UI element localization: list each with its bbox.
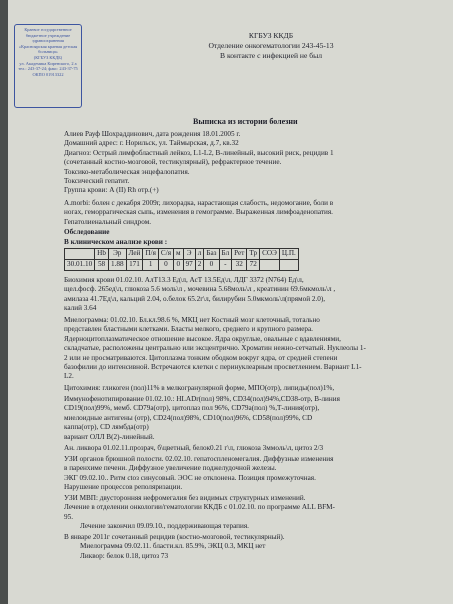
blood-test-table xyxy=(64,248,299,271)
lab-value-cell: 0 xyxy=(204,260,219,271)
myelogram-line: Миелограмма: 01.02.10. Бл.кл.98.6 %, МКЦ нет Костный мозг клеточный, тотально xyxy=(64,316,320,324)
immuno-line: CD19(пол)99%, мемб. CD79a(отр), цитоплаз пол 96%, CD79a(пол) %,Т-линия(отр), xyxy=(64,404,320,413)
contact-line: В контакте с инфекцией не был xyxy=(219,51,322,60)
org-name: КГБУЗ ККДБ xyxy=(248,31,294,40)
stamp-line: здравоохранения xyxy=(32,38,64,44)
relapse-line: В январе 2011г сочетанный рецидив (костно-мозговой, тестикулярный). xyxy=(64,533,285,541)
lab-header-cell: Баз xyxy=(204,249,219,260)
anamnesis xyxy=(64,199,436,227)
kidney-ultrasound xyxy=(64,494,436,532)
patient-line: Диагноз: Острый лимфобластный лейкоз, L1-L2, В-линейный, высокий риск, рецидив 1 xyxy=(64,148,334,157)
immuno-line: миелоидные антигены (отр), CD24(пол)98%, CD10(пол)96%, CD58(пол)99%, CD xyxy=(64,413,313,422)
patient-info xyxy=(64,130,436,196)
relapse-line: Миелограмма 09.02.11. бласти.кл. 85.9%, ЭКЦ 0.3, МКЦ нет xyxy=(80,542,266,551)
uzi-line: УЗИ органов брюшной полости. 02.02.10. гепатоспленомегалия. Диффузные изменения xyxy=(64,455,334,463)
lab-value-cell xyxy=(279,260,298,271)
anamnesis-line: ногах, геморрагическая сыпь, изменения в гемограмме. Выраженная лимфоаденопатия. xyxy=(64,208,333,217)
lab-value-cell: 97 xyxy=(183,260,195,271)
biochemistry xyxy=(64,276,436,314)
lab-header-cell: Лей xyxy=(126,249,143,260)
patient-line: Алиев Рауф Шохраддинович, дата рождения 18.01.2005 г. xyxy=(64,130,241,138)
stamp-line: ул. Академика Киренского, 2 а xyxy=(19,60,77,66)
lab-header-cell: л xyxy=(195,249,204,260)
myelogram xyxy=(64,316,436,382)
immuno-line: вариант ОЛЛ В(2)-линейный. xyxy=(64,432,155,441)
immuno-line: Иммунофенотипирование 01.02.10.: HLADr(пол) 98%, CD34(пол)94%,CD38-отр, В-линия xyxy=(64,395,340,403)
lab-header-cell: Эр xyxy=(108,249,126,260)
lab-value-cell xyxy=(260,260,280,271)
immunophenotyping xyxy=(64,395,436,442)
department-line: Отделение онкогематологии 243-45-13 xyxy=(208,41,334,50)
lab-value-cell: 32 xyxy=(232,260,247,271)
stamp-line: Краевое государственное xyxy=(24,27,72,32)
patient-line: Домашний адрес: г. Норильск, ул. Таймырская, д.7, кв.32 xyxy=(64,139,239,148)
anamnesis-line: Гепатолиенальный синдром. xyxy=(64,217,152,226)
stamp-line: (КГБУЗ ККДБ) xyxy=(33,54,63,60)
lab-value-cell: 0 xyxy=(174,260,184,271)
lab-header-cell: Тр xyxy=(247,249,260,260)
lab-header-cell: Hb xyxy=(95,249,109,260)
stamp-line: бюджетное учреждение xyxy=(25,32,71,38)
institution-stamp xyxy=(14,24,82,108)
uzi-vmp-line: УЗИ МВП: двусторонняя нефромегалия без видимых структурных изменений. xyxy=(64,494,306,502)
document-sheet xyxy=(8,0,453,604)
myelogram-line: базофилии до интенсивной. Встречаются клетки с перинуклеарным просветлением. Вариант L1- xyxy=(64,363,362,372)
immuno-line: каппа(отр), CD лямбда(отр) xyxy=(64,423,149,432)
myelogram-line: складчатые, расположены центрально или эксцентрично. Хроматин нежно-сетчатый. Нуклеолы 1- xyxy=(64,344,366,353)
lab-header-cell: П/я xyxy=(143,249,159,260)
lab-value-cell: 1.88 xyxy=(108,260,126,271)
lab-header-cell: С/я xyxy=(158,249,173,260)
blood-test-title: В клиническом анализе крови : xyxy=(64,238,168,246)
biochem-line: щел.фосф. 265ед\л, глюкоза 5.6 моль\л , мочевина 5.68моль\л , креатинин 69.6мкмоль\л , xyxy=(64,285,336,294)
lab-header-cell: Э xyxy=(183,249,195,260)
anamnesis-line: A.morbi: болен с декабря 2009г, лихорадка, нарастающая слабость, недомогание, боли в xyxy=(64,199,334,207)
biochem-line: амилаза 41.7Ед\л, кальций 2.04, о.белок 65.2г\л, билирубин 5.0мкмоль\л(прямой 2.0), xyxy=(64,294,326,303)
document-title: Выписка из истории болезни xyxy=(193,117,298,126)
relapse-2011 xyxy=(64,533,436,561)
lab-header-cell: м xyxy=(174,249,184,260)
myelogram-line: Ядерноцитоплазматическое отношение высокое. Ядра округлые, овальные с вдавлениями, xyxy=(64,334,341,343)
abdominal-ultrasound xyxy=(64,455,436,493)
stamp-line: тел.: 243-37-24; факс: 243-37-75 xyxy=(18,66,78,72)
patient-line: Токсико-метаболическая энцефалопатия. xyxy=(64,167,190,176)
myelogram-line: 2 или не просматриваются. Цитоплазма тонким ободком вокруг ядра, от средней степени xyxy=(64,353,338,362)
patient-line: Токсический гепатит. xyxy=(64,177,130,186)
lab-header-cell: Рет xyxy=(232,249,247,260)
stamp-line: «Красноярская краевая детская xyxy=(18,43,78,49)
lab-value-cell: 171 xyxy=(126,260,143,271)
lab-value-cell: 2 xyxy=(195,260,204,271)
biochem-line: калий 3.64 xyxy=(64,304,97,313)
uzi-vmp-line: Лечение в отделении онкологии/гематологии ККДБ с 01.02.10. по программе ALL BFM- xyxy=(64,503,335,512)
lab-header-cell xyxy=(65,249,95,260)
lab-value-cell: 72 xyxy=(247,260,260,271)
relapse-line: Ликвор: белок 0.18, цитоз 73 xyxy=(80,551,169,560)
stamp-line: больница» xyxy=(38,49,58,55)
myelogram-line: L2. xyxy=(64,372,74,381)
lab-header-cell: Ц.П. xyxy=(279,249,298,260)
patient-line: (сочетанный костно-мозговой, тестикулярный), рефрактерное течение. xyxy=(64,158,282,167)
liquor-analysis: Ан. ликвора 01.02.11.прозрач, б\цветный, белок0.21 г\л, глюкоза 3ммоль\л, цитоз 2/3 xyxy=(64,444,324,452)
uzi-line: в паренхиме печени. Диффузное увеличение поджелудочной железы. xyxy=(64,464,277,473)
cytochemistry: Цитохимия: гликоген (пол)11% в мелкогранулярной форме, МПО(отр), липиды(пол)1%, xyxy=(64,384,335,392)
lab-value-cell: 1 xyxy=(143,260,159,271)
myelogram-line: представлен бластными клетками. Бласты мелкого, среднего и крупного размера. xyxy=(64,325,313,334)
uzi-line: ЭКГ 09.02.10.. Ритм сtoз синусовый. ЭОС не отклонена. Позиция промежуточная. xyxy=(64,473,316,482)
stamp-line: ОКПО 01913322 xyxy=(32,71,64,77)
survey-title: Обследование xyxy=(64,228,110,236)
lab-value-cell: 58 xyxy=(95,260,109,271)
lab-value-cell: 0 xyxy=(158,260,173,271)
document-header xyxy=(156,31,386,61)
uzi-vmp-line: Лечение закончил 09.09.10., поддерживающая терапия. xyxy=(80,522,249,531)
uzi-vmp-line: 95. xyxy=(64,512,73,521)
lab-header-cell: СОЭ xyxy=(260,249,280,260)
lab-header-cell: Бл xyxy=(219,249,232,260)
lab-value-cell: 30.01.10 xyxy=(65,260,95,271)
uzi-line: Нарушение процессов реполяризации. xyxy=(64,483,183,492)
patient-line: Группа крови: А (II) Rh отр.(+) xyxy=(64,186,159,195)
biochem-line: Биохимия крови 01.02.10. АлТ13.3 Ед\л, АсТ 13.5Ед\л, ЛДГ 3372 (N764) Ед\л, xyxy=(64,276,304,284)
lab-value-cell: - xyxy=(219,260,232,271)
